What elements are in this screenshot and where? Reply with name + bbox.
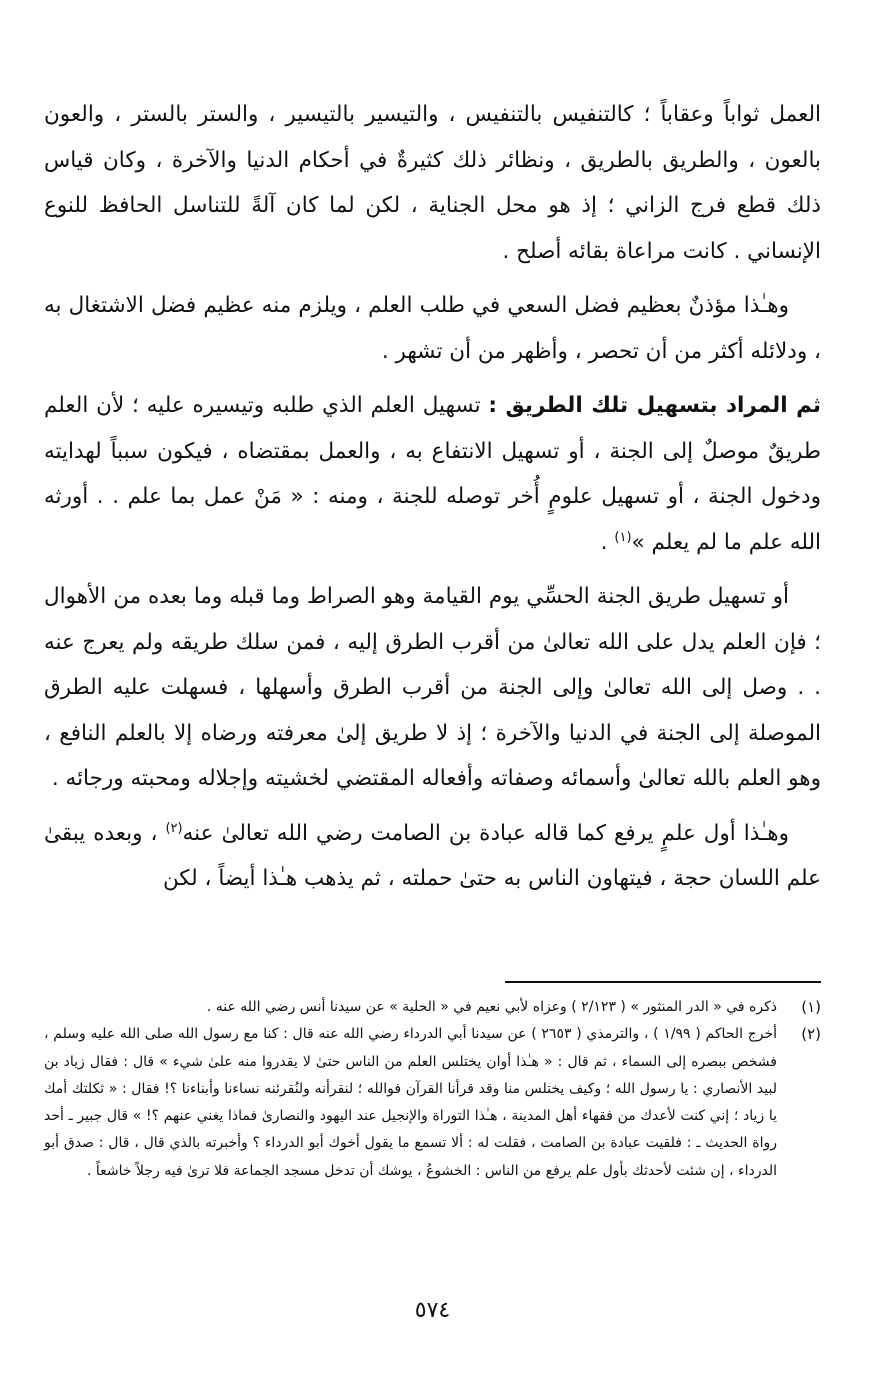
paragraph-text: وهـٰذا مؤذنٌ بعظيم فضل السعي في طلب العلم ، ويلزم منه عظيم فضل الاشتغال به ، ودلائله أكثر من أن تحصر ، وأظهر من أن تشهر . (44, 293, 821, 364)
footnote-number: (١) (801, 998, 821, 1016)
paragraph-3 (44, 383, 821, 565)
paragraph-text: أو تسهيل طريق الجنة الحسِّي يوم القيامة وهو الصراط وما قبله وما بعده من الأهوال ؛ فإن العلم يدل على الله تعالىٰ من أقرب الطرق إليه ، فمن سلك طريقه ولم يعرج عنه . . وصل إلى الله تعالىٰ وإلى الجنة من أقرب الطرق وأسهلها ، فسهلت عليه الطرق الموصلة إلى الجنة في الدنيا والآخرة ؛ إذ لا طريق إلىٰ معرفته ورضاه إلا بالعلم النافع ، وهو العلم بالله تعالىٰ وأسمائه وصفاته وأفعاله المقتضي لخشيته وإجلاله ومحبته ورجائه . (44, 584, 821, 791)
paragraph-tail: . (600, 529, 615, 555)
footnote-text: أخرج الحاكم ( ١/٩٩ ) ، والترمذي ( ٢٦٥٣ ) عن سيدنا أبي الدرداء رضي الله عنه قال : كنا مع رسول الله صلى الله عليه وسلم ، فشخص ببصره إلى السماء ، ثم قال : « هـٰذا أوان يختلس العلم من الناس حتىٰ لا يقدروا منه علىٰ شيء » قال : فقال زياد بن لبيد الأنصاري : يا رسول الله ؛ وكيف يختلس منا وقد قرأنا القرآن فوالله ؛ لنقرأنه ولنُقرئنه نساءنا وأبناءنا ؟! فقال : « ثكلتك أمك يا زياد ؛ إني كنت لأعدك من فقهاء أهل المدينة ، هـٰذا التوراة والإنجيل عند اليهود والنصارىٰ فماذا يغني عنهم ؟! » قال جبير ـ أحد رواة الحديث ـ : فلقيت عبادة بن الصامت ، فقلت له : ألا تسمع ما يقول أخوك أبو الدرداء ؟ وأخبرته بالذي قال ، قال : صدق أبو الدرداء ، إن شئت لأحدثك بأول علم يرفع من الناس : الخشوعُ ، يوشك أن تدخل مسجد الجماعة فلا ترىٰ فيه رجلاً خاشعاً . (44, 1026, 777, 1179)
page-number: ٥٧٤ (414, 1298, 451, 1323)
paragraph-lead-heading: ثم المراد بتسهيل تلك الطريق : (488, 393, 822, 418)
footnote-item (44, 1021, 821, 1185)
paragraph-tail: ، وبعده يبقىٰ علم اللسان حجة ، فيتهاون الناس به حتىٰ حملته ، ثم يذهب هـٰذا أيضاً ، لكن (44, 820, 821, 891)
paragraph-4 (44, 574, 821, 802)
paragraph-text: وهـٰذا أول علمٍ يرفع كما قاله عبادة بن الصامت رضي الله تعالىٰ عنه (182, 820, 790, 846)
footnote-reference[interactable]: (١) (614, 529, 632, 545)
footnote-text: ذكره في « الدر المنثور » ( ٢/١٢٣ ) وعزاه لأبي نعيم في « الحلية » عن سيدنا أنس رضي الله عنه . (206, 999, 777, 1015)
paragraph-text: تسهيل العلم الذي طلبه وتيسيره عليه ؛ لأن العلم طريقٌ موصلٌ إلى الجنة ، أو تسهيل الانتفاع به ، والعمل بمقتضاه ، فيكون سبباً لهدايته ودخول الجنة ، أو تسهيل علومٍ أُخر توصله للجنة ، ومنه : « مَنْ عمل بما علم . . أورثه الله علم ما لم يعلم » (44, 393, 821, 555)
main-text (44, 92, 821, 902)
paragraph-1 (44, 92, 821, 274)
paragraph-5 (44, 811, 821, 902)
footnotes-section (44, 994, 821, 1185)
paragraph-2 (44, 283, 821, 374)
footnote-number: (٢) (801, 1025, 821, 1044)
footnote-divider (505, 981, 821, 983)
footnote-reference[interactable]: (٢) (165, 820, 183, 836)
footnote-item (44, 994, 821, 1021)
paragraph-text: العمل ثواباً وعقاباً ؛ كالتنفيس بالتنفيس ، والتيسير بالتيسير ، والستر بالستر ، والعون بالعون ، والطريق بالطريق ، ونظائر ذلك كثيرةٌ في أحكام الدنيا والآخرة ، وكان قياس ذلك قطع فرج الزاني ؛ إذ هو محل الجناية ، لكن لما كان آلةً للتناسل الحافظ للنوع الإنساني . كانت مراعاة بقائه أصلح . (44, 102, 821, 264)
document-page (44, 92, 821, 1383)
